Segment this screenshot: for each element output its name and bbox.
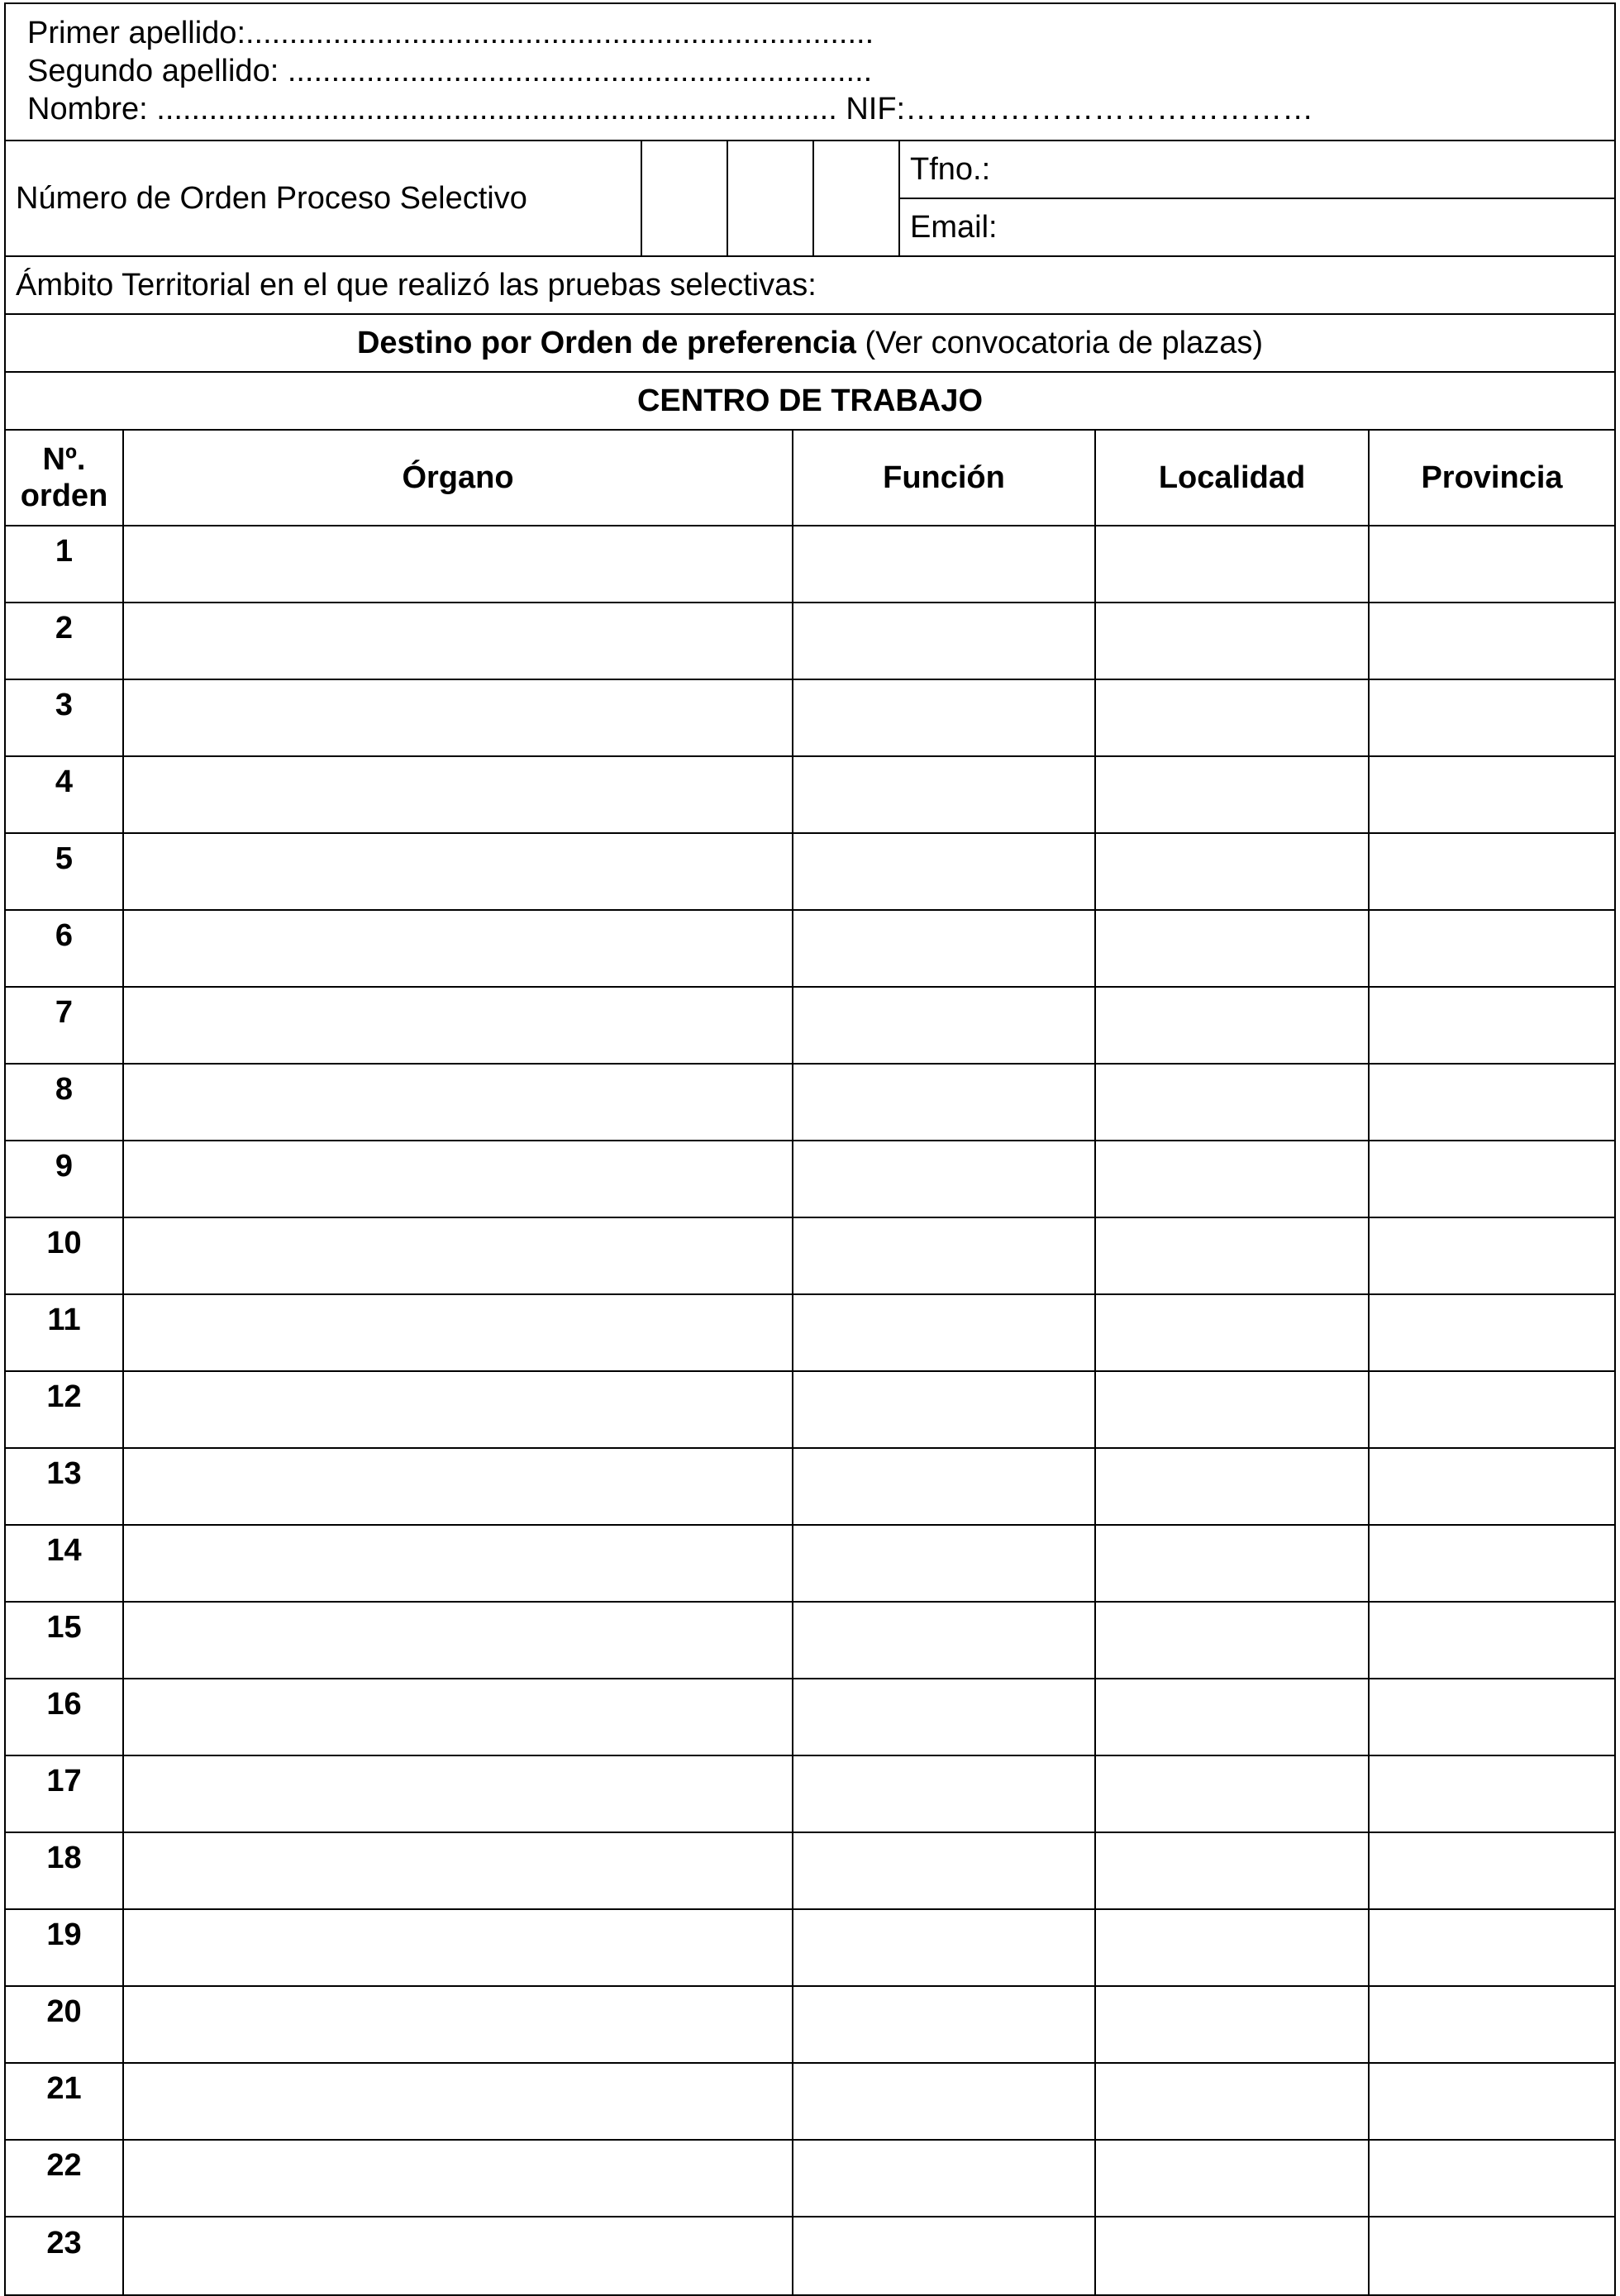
- destino-header: [6, 315, 1614, 373]
- cell-provincia[interactable]: [1370, 1833, 1614, 1910]
- cell-localidad[interactable]: [1096, 1372, 1370, 1449]
- cell-provincia[interactable]: [1370, 680, 1614, 757]
- cell-provincia[interactable]: [1370, 1065, 1614, 1141]
- cell-funcion[interactable]: [793, 603, 1096, 680]
- cell-funcion[interactable]: [793, 1833, 1096, 1910]
- segundo-apellido-field[interactable]: Segundo apellido: ...................................................................: [27, 54, 873, 88]
- cell-localidad[interactable]: [1096, 834, 1370, 911]
- row-number: 14: [6, 1526, 124, 1603]
- cell-organo[interactable]: [124, 1218, 793, 1295]
- cell-organo[interactable]: [124, 680, 793, 757]
- column-header-num-line2: orden: [20, 479, 108, 513]
- cell-funcion[interactable]: [793, 1910, 1096, 1987]
- cell-provincia[interactable]: [1370, 834, 1614, 911]
- cell-organo[interactable]: [124, 603, 793, 680]
- contact-section: [900, 141, 1614, 255]
- cell-organo[interactable]: [124, 1295, 793, 1372]
- cell-localidad[interactable]: [1096, 1603, 1370, 1679]
- cell-organo[interactable]: [124, 1065, 793, 1141]
- cell-localidad[interactable]: [1096, 1526, 1370, 1603]
- row-number: 20: [6, 1987, 124, 2064]
- cell-funcion[interactable]: [793, 757, 1096, 834]
- row-number: 7: [6, 988, 124, 1065]
- cell-localidad[interactable]: [1096, 2141, 1370, 2217]
- cell-provincia[interactable]: [1370, 2141, 1614, 2217]
- cell-provincia[interactable]: [1370, 757, 1614, 834]
- row-number: 8: [6, 1065, 124, 1141]
- nombre-nif-field[interactable]: Nombre: .............................................................................. NIF:…………………………………: [27, 92, 1314, 126]
- cell-provincia[interactable]: [1370, 1372, 1614, 1449]
- cell-funcion[interactable]: [793, 680, 1096, 757]
- column-header-localidad: Localidad: [1096, 431, 1370, 526]
- cell-localidad[interactable]: [1096, 1679, 1370, 1756]
- cell-organo[interactable]: [124, 1603, 793, 1679]
- cell-provincia[interactable]: [1370, 1910, 1614, 1987]
- row-number: 16: [6, 1679, 124, 1756]
- preference-table: [6, 431, 1614, 2294]
- cell-localidad[interactable]: [1096, 1833, 1370, 1910]
- cell-provincia[interactable]: [1370, 1526, 1614, 1603]
- cell-funcion[interactable]: [793, 1987, 1096, 2064]
- orden-label: Número de Orden Proceso Selectivo: [6, 141, 642, 255]
- cell-funcion[interactable]: [793, 1603, 1096, 1679]
- orden-digit-box-2[interactable]: [728, 141, 814, 255]
- orden-digit-box-1[interactable]: [642, 141, 728, 255]
- cell-organo[interactable]: [124, 1372, 793, 1449]
- cell-provincia[interactable]: [1370, 1295, 1614, 1372]
- cell-funcion[interactable]: [793, 988, 1096, 1065]
- cell-provincia[interactable]: [1370, 988, 1614, 1065]
- cell-provincia[interactable]: [1370, 1603, 1614, 1679]
- row-number: 10: [6, 1218, 124, 1295]
- email-field[interactable]: Email:: [900, 198, 1614, 255]
- cell-funcion[interactable]: [793, 2141, 1096, 2217]
- orden-digit-box-3[interactable]: [814, 141, 900, 255]
- cell-funcion[interactable]: [793, 1756, 1096, 1833]
- column-header-funcion: Función: [793, 431, 1096, 526]
- personal-data-section: [6, 4, 1614, 141]
- cell-organo[interactable]: [124, 1141, 793, 1218]
- cell-provincia[interactable]: [1370, 1449, 1614, 1526]
- row-number: 6: [6, 911, 124, 988]
- column-header-num-line1: Nº.: [42, 442, 86, 477]
- cell-localidad[interactable]: [1096, 757, 1370, 834]
- cell-funcion[interactable]: [793, 1065, 1096, 1141]
- cell-provincia[interactable]: [1370, 1679, 1614, 1756]
- cell-organo[interactable]: [124, 988, 793, 1065]
- row-number: 22: [6, 2141, 124, 2217]
- cell-provincia[interactable]: [1370, 1141, 1614, 1218]
- cell-localidad[interactable]: [1096, 680, 1370, 757]
- application-form: [4, 2, 1616, 2296]
- cell-organo[interactable]: [124, 2064, 793, 2141]
- cell-localidad[interactable]: [1096, 988, 1370, 1065]
- cell-organo[interactable]: [124, 1449, 793, 1526]
- cell-localidad[interactable]: [1096, 1218, 1370, 1295]
- cell-localidad[interactable]: [1096, 1065, 1370, 1141]
- ambito-field[interactable]: Ámbito Territorial en el que realizó las pruebas selectivas:: [6, 257, 1614, 315]
- row-number: 15: [6, 1603, 124, 1679]
- cell-localidad[interactable]: [1096, 1910, 1370, 1987]
- row-number: 17: [6, 1756, 124, 1833]
- destino-title: Destino por Orden de preferencia: [356, 325, 856, 360]
- cell-organo[interactable]: [124, 1987, 793, 2064]
- row-number: 5: [6, 834, 124, 911]
- destino-note: (Ver convocatoria de plazas): [865, 325, 1264, 360]
- row-number: 12: [6, 1372, 124, 1449]
- cell-localidad[interactable]: [1096, 911, 1370, 988]
- cell-provincia[interactable]: [1370, 1987, 1614, 2064]
- cell-organo[interactable]: [124, 1756, 793, 1833]
- cell-funcion[interactable]: [793, 1526, 1096, 1603]
- cell-provincia[interactable]: [1370, 1756, 1614, 1833]
- cell-provincia[interactable]: [1370, 526, 1614, 603]
- cell-provincia[interactable]: [1370, 2217, 1614, 2294]
- column-header-num: [6, 431, 124, 526]
- cell-funcion[interactable]: [793, 526, 1096, 603]
- tfno-field[interactable]: Tfno.:: [910, 151, 991, 187]
- cell-funcion[interactable]: [793, 2217, 1096, 2294]
- cell-organo[interactable]: [124, 1833, 793, 1910]
- cell-funcion[interactable]: [793, 1679, 1096, 1756]
- cell-funcion[interactable]: [793, 1372, 1096, 1449]
- row-number: 21: [6, 2064, 124, 2141]
- cell-organo[interactable]: [124, 2141, 793, 2217]
- cell-localidad[interactable]: [1096, 1987, 1370, 2064]
- cell-localidad[interactable]: [1096, 1295, 1370, 1372]
- orden-section: [6, 141, 1614, 257]
- row-number: 3: [6, 680, 124, 757]
- cell-localidad[interactable]: [1096, 526, 1370, 603]
- cell-localidad[interactable]: [1096, 2064, 1370, 2141]
- cell-localidad[interactable]: [1096, 1756, 1370, 1833]
- cell-funcion[interactable]: [793, 911, 1096, 988]
- row-number: 9: [6, 1141, 124, 1218]
- row-number: 11: [6, 1295, 124, 1372]
- column-header-provincia: Provincia: [1370, 431, 1614, 526]
- column-header-organo: Órgano: [124, 431, 793, 526]
- cell-organo[interactable]: [124, 757, 793, 834]
- cell-localidad[interactable]: [1096, 1449, 1370, 1526]
- cell-funcion[interactable]: [793, 1449, 1096, 1526]
- row-number: 2: [6, 603, 124, 680]
- row-number: 13: [6, 1449, 124, 1526]
- cell-organo[interactable]: [124, 1526, 793, 1603]
- cell-localidad[interactable]: [1096, 2217, 1370, 2294]
- row-number: 23: [6, 2217, 124, 2294]
- row-number: 1: [6, 526, 124, 603]
- centro-title: CENTRO DE TRABAJO: [6, 373, 1614, 431]
- cell-organo[interactable]: [124, 911, 793, 988]
- cell-localidad[interactable]: [1096, 603, 1370, 680]
- primer-apellido-field[interactable]: Primer apellido:........................................................................: [27, 16, 874, 50]
- cell-organo[interactable]: [124, 834, 793, 911]
- cell-localidad[interactable]: [1096, 1141, 1370, 1218]
- row-number: 18: [6, 1833, 124, 1910]
- cell-funcion[interactable]: [793, 2064, 1096, 2141]
- cell-provincia[interactable]: [1370, 911, 1614, 988]
- cell-funcion[interactable]: [793, 834, 1096, 911]
- cell-funcion[interactable]: [793, 1141, 1096, 1218]
- cell-provincia[interactable]: [1370, 603, 1614, 680]
- cell-organo[interactable]: [124, 1910, 793, 1987]
- cell-provincia[interactable]: [1370, 2064, 1614, 2141]
- cell-provincia[interactable]: [1370, 1218, 1614, 1295]
- cell-organo[interactable]: [124, 2217, 793, 2294]
- cell-funcion[interactable]: [793, 1295, 1096, 1372]
- cell-funcion[interactable]: [793, 1218, 1096, 1295]
- row-number: 4: [6, 757, 124, 834]
- cell-organo[interactable]: [124, 526, 793, 603]
- cell-organo[interactable]: [124, 1679, 793, 1756]
- row-number: 19: [6, 1910, 124, 1987]
